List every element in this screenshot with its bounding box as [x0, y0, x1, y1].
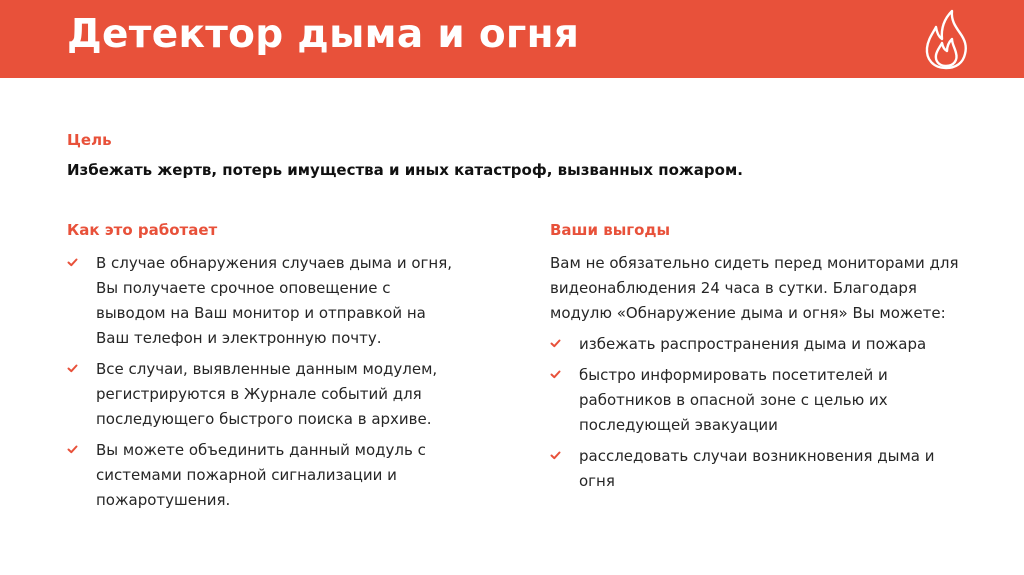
list-item-text: Все случаи, выявленные данным модулем, регистрируются в Журнале событий для последующего быстрого поиска в архиве. — [96, 360, 438, 428]
goal-label: Цель — [67, 131, 112, 149]
header-bar — [0, 0, 1024, 78]
how-it-works-label: Как это работает — [67, 221, 218, 239]
how-it-works-column — [67, 251, 457, 519]
page-title: Детектор дыма и огня — [67, 12, 580, 57]
check-icon — [67, 444, 78, 455]
check-icon — [550, 369, 561, 380]
check-icon — [550, 450, 561, 461]
list-item — [550, 363, 970, 438]
how-it-works-list — [67, 251, 457, 513]
list-item — [67, 357, 457, 432]
list-item-text: быстро информировать посетителей и работников в опасной зоне с целью их последующей эвакуации — [579, 366, 888, 434]
benefits-intro: Вам не обязательно сидеть перед мониторами для видеонаблюдения 24 часа в сутки. Благодаря модулю «Обнаружение дыма и огня» Вы можете: — [550, 254, 959, 322]
benefits-column — [550, 251, 970, 500]
list-item-text: Вы можете объединить данный модуль с системами пожарной сигнализации и пожаротушения. — [96, 441, 426, 509]
benefits-label: Ваши выгоды — [550, 221, 671, 239]
list-item — [550, 332, 970, 357]
list-item-text: В случае обнаружения случаев дыма и огня, Вы получаете срочное оповещение с выводом на Ваш монитор и отправкой на Ваш телефон и электронную почту. — [96, 254, 453, 347]
check-icon — [550, 338, 561, 349]
list-item-text: избежать распространения дыма и пожара — [579, 335, 927, 353]
list-item — [550, 444, 970, 494]
list-item-text: расследовать случаи возникновения дыма и огня — [579, 447, 935, 490]
list-item — [67, 438, 457, 513]
benefits-list — [550, 332, 970, 494]
flame-icon — [924, 8, 968, 70]
goal-text: Избежать жертв, потерь имущества и иных катастроф, вызванных пожаром. — [67, 161, 743, 179]
list-item — [67, 251, 457, 351]
check-icon — [67, 257, 78, 268]
check-icon — [67, 363, 78, 374]
